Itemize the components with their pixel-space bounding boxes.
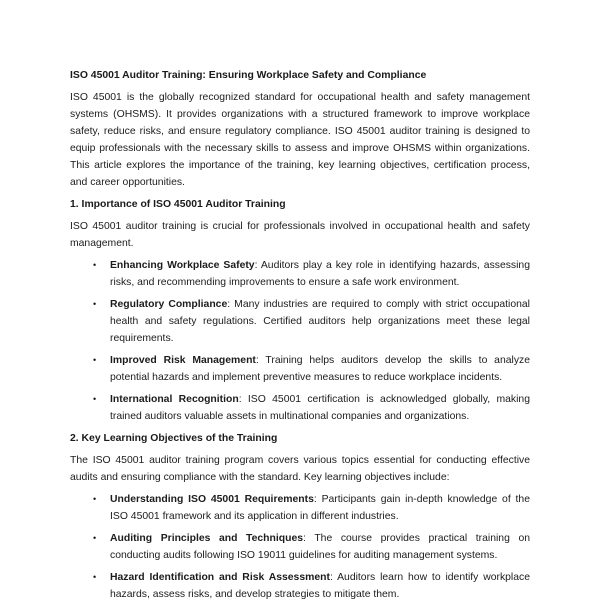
bullet-marker-icon: • [93,494,97,504]
bullet-text: : Auditors learn how to identify workplace hazards, assess risks, and develop strategies to mitigate them. [110,572,530,600]
bullet-marker-icon: • [93,260,97,270]
bullet-marker-icon: • [93,299,97,309]
section-heading-objectives: 2. Key Learning Objectives of the Training [70,433,278,444]
bullet-term: Improved Risk Management [110,355,256,366]
bullet-item [70,491,530,525]
bullet-marker-icon: • [93,572,97,582]
bullet-item [70,530,530,564]
bullet-list-objectives [70,491,530,603]
bullet-term: Understanding ISO 45001 Requirements [110,494,314,505]
bullet-text: : Participants gain in-depth knowledge of the ISO 45001 framework and its application in different industries. [110,494,530,522]
section-lead-importance: ISO 45001 auditor training is crucial for professionals involved in occupational health and safety management. [70,221,530,249]
bullet-text: : ISO 45001 certification is acknowledged globally, making trained auditors valuable assets in multinational companies and organizations. [110,394,530,422]
document-title: ISO 45001 Auditor Training: Ensuring Workplace Safety and Compliance [70,70,427,81]
bullet-text: : The course provides practical training on conducting audits following ISO 19011 guidelines for auditing management systems. [110,533,531,561]
bullet-term: International Recognition [110,394,239,405]
bullet-term: Enhancing Workplace Safety [110,260,255,271]
bullet-item [70,296,530,347]
bullet-item [70,391,530,425]
section-heading-importance: 1. Importance of ISO 45001 Auditor Training [70,199,286,210]
bullet-text: : Many industries are required to comply with strict occupational health and safety regulations. Certified auditors help organizations meet these legal requirements. [110,299,530,344]
bullet-list-importance [70,257,530,425]
bullet-item [70,257,530,291]
bullet-term: Hazard Identification and Risk Assessment [110,572,330,583]
intro-paragraph: ISO 45001 is the globally recognized standard for occupational health and safety management systems (OHSMS). It provides organizations with a structured framework to improve workplace safety, reduce risks, and ensure regulatory compliance. ISO 45001 auditor training is designed to equip professionals with the necessary skills to assess and improve OHSMS within organizations. This article explores the importance of the training, key learning objectives, certification process, and career opportunities. [70,92,530,188]
bullet-item [70,352,530,386]
bullet-term: Regulatory Compliance [110,299,228,310]
bullet-marker-icon: • [93,394,97,404]
section-lead-objectives: The ISO 45001 auditor training program covers various topics essential for conducting effective audits and ensuring compliance with the standard. Key learning objectives include: [70,455,530,483]
bullet-text: : Training helps auditors develop the skills to analyze potential hazards and implement preventive measures to reduce workplace incidents. [110,355,530,383]
bullet-marker-icon: • [93,355,97,365]
bullet-term: Auditing Principles and Techniques [110,533,304,544]
bullet-text: : Auditors play a key role in identifying hazards, assessing risks, and recommending improvements to ensure a safe work environment. [110,260,530,288]
bullet-item [70,569,530,603]
bullet-marker-icon: • [93,533,97,543]
